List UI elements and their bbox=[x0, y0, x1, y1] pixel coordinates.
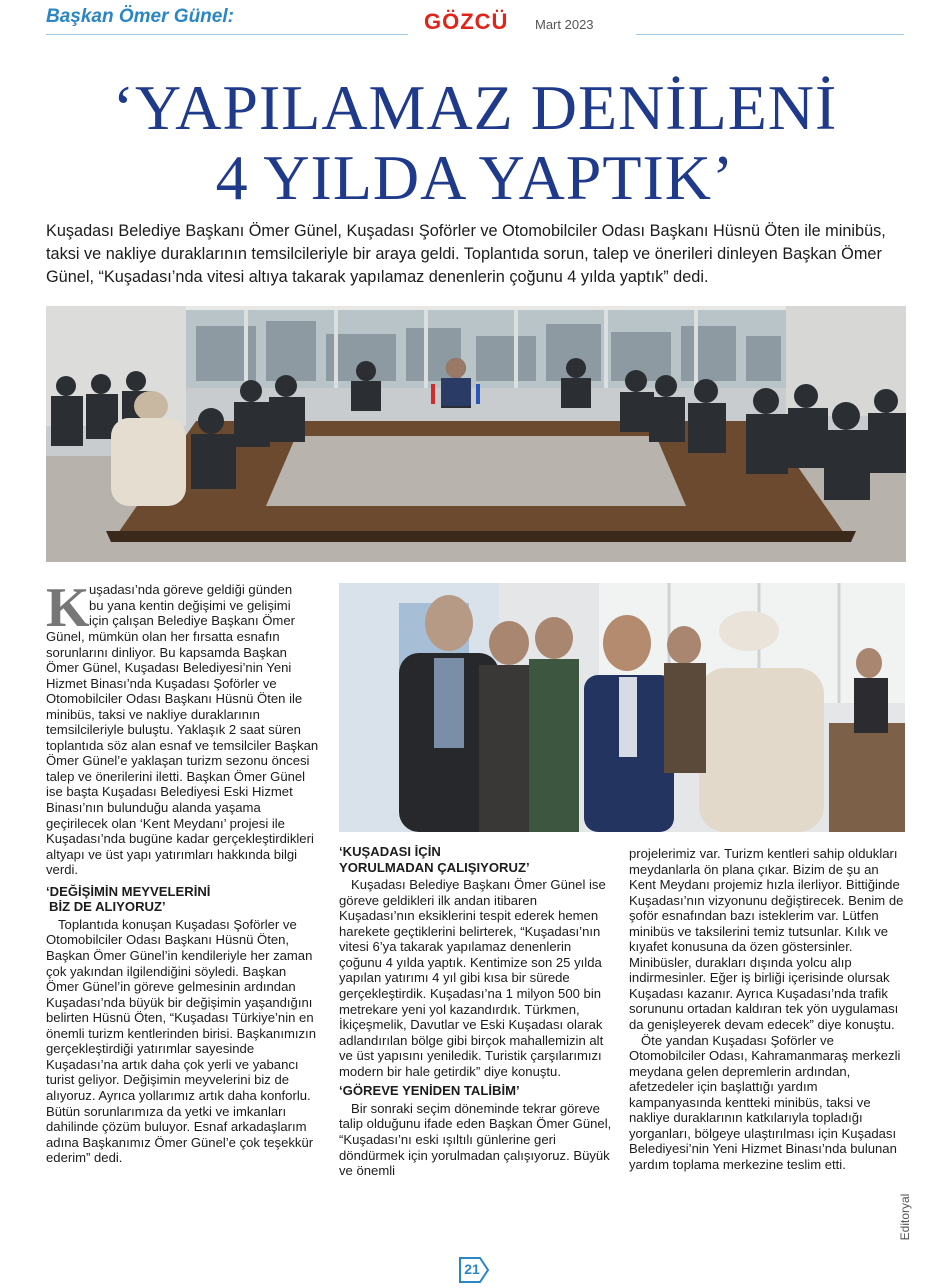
page-number: 21 bbox=[464, 1261, 480, 1277]
header-rule-left bbox=[46, 34, 408, 35]
col1-subhead-line-2: BİZ DE ALIYORUZ’ bbox=[49, 899, 166, 915]
editorial-label-box bbox=[895, 1190, 915, 1250]
handshake-photo-image bbox=[339, 583, 905, 832]
col2-subhead bbox=[339, 844, 615, 875]
handshake-photo bbox=[339, 583, 905, 832]
col3-body bbox=[629, 846, 905, 1172]
col3-paragraph-1: projelerimiz var. Turizm kentleri sahip oldukları meydanlarla ön plana çıkar. Bizim de şu an Kent Meydanı projemiz hızla ilerliyor. Bittiğinde Kuşadası’nın vizyonunu değiştirecek. Benim de şoför esnafından bazı isteklerim var. Lütfen minibüs ve taksilerini temiz tutsunlar. Kılık ve kıyafet konusuna da özen göstersinler. Minibüsler, durakları dışında yolcu alıp indirmesinler. Eğer iş birliği içerisinde olursak Kuşadası kazanır. Ayrıca Kuşadası’nda trafik sorununu ortadan kaldıran tek yön uygulaması da genişleyerek devam edecek” diye konuştu. bbox=[629, 846, 904, 1033]
col3-paragraph-2: Öte yandan Kuşadası Şoförler ve Otomobilciler Odası, Kahramanmaraş merkezli meydana gelen depremlerin ardından, afetzedeler için başlattığı yardım kampanyasında kentteki minibüs, taksi ve nakliye duraklarının katkılarıyla topladığı yorganları, bölgeye ulaştırılması için Kuşadası Belediyesi’nin Yeni Hizmet Binası’nda bulunan yardım toplama merkezine teslim etti. bbox=[629, 1032, 901, 1172]
col2-subhead-line-1: ‘KUŞADASI İÇİN bbox=[339, 844, 441, 859]
col1-intro-line-2: bu yana kentin değişimi ve gelişimi bbox=[89, 597, 291, 613]
col1-intro-paragraph: Günel, mümkün olan her fırsatta esnafın sorunlarını dinliyor. Bu kapsamda Başkan Ömer Günel, Kuşadası Belediyesi’nin Yeni Hizmet Binası’nda Kuşadası Şoförler ve Otomobilciler Odası Başkanı Hüsnü Öten ile minibüs, taksi ve nakliye duraklarının temsilcileriyle buluştu. Yaklaşık 2 saat süren toplantıda söz alan esnaf ve temsilciler Başkan Ömer Günel’e yaklaşan turizm sezonu öncesi talep ve önerilerini iletti. Başkan Ömer Günel ise başta Kuşadası Belediyesi Eski Hizmet Binası’nın bulunduğu alanda yaşama geçirilecek olan ‘Kent Meydanı’ projesi ile Kuşadası’nda bugüne kadar gerçekleştirdikleri altyapı ve üst yapı yatırımları hakkında bilgi verdi. bbox=[46, 629, 319, 878]
col1-intro-line-1: uşadası’nda göreve geldiği günden bbox=[89, 582, 293, 597]
col2-body bbox=[339, 844, 615, 1179]
col1-body bbox=[46, 629, 319, 1166]
header-rule-right bbox=[636, 34, 904, 35]
col2-subhead-2: ‘GÖREVE YENİDEN TALİBİM’ bbox=[339, 1083, 520, 1099]
col1-paragraph-2: Toplantıda konuşan Kuşadası Şoförler ve Otomobilciler Odası Başkanı Hüsnü Öten, Başkan Ömer Günel’in kendileriyle her zaman çok yakından ilgilendiğini söyledi. Başkan Ömer Günel’in göreve gelmesinin ardından Kuşadası’nda büyük bir değişimin yaşandığını belirten Hüsnü Öten, “Kuşadası Türkiye’nin en önemli turizm kentlerinden birisi. Başkanımızın gerçekleştirdiği yatırımlar sayesinde Kuşadası’na artık daha çok yerli ve yabancı turist geliyor. Değişimin meyvelerini biz de alıyoruz. Ayrıca yollarımız artık daha konforlu. Bütün sorunlarımıza da yetki ve imkanları dahilinde çözüm buluyor. Esnaf arkadaşlarım adına Başkanımız Ömer Günel’e çok teşekkür ederim” dedi. bbox=[46, 916, 316, 1166]
editorial-label: Editoryal bbox=[898, 1193, 912, 1241]
col2-subhead-line-2: YORULMADAN ÇALIŞIYORUZ’ bbox=[339, 859, 530, 875]
meeting-photo bbox=[46, 306, 906, 562]
headline-line-1: ‘YAPILAMAZ DENİLENİ bbox=[112, 72, 838, 143]
col1-intro-lines bbox=[89, 582, 319, 629]
lead-paragraph: Kuşadası Belediye Başkanı Ömer Günel, Kuşadası Şoförler ve Otomobilciler Odası Başkanı Hüsnü Öten ile minibüs, taksi ve nakliye duraklarının temsilcileriyle bir araya geldi. Toplantıda sorun, talep ve önerileri dinleyen Başkan Ömer Günel, “Kuşadası’nda vitesi altıya takarak yapılamaz denenlerin çoğunu 4 yılda yaptık” dedi. bbox=[46, 222, 886, 286]
drop-cap: K bbox=[46, 577, 90, 639]
meeting-photo-image bbox=[46, 306, 906, 562]
page-number-badge bbox=[458, 1257, 490, 1283]
col1-intro-line-3: için çalışan Belediye Başkanı Ömer bbox=[89, 613, 295, 629]
col1-subhead bbox=[46, 884, 319, 915]
headline-line-2: 4 YILDA YAPTIK’ bbox=[215, 142, 735, 213]
publication-logo: GÖZCÜ bbox=[424, 9, 509, 34]
issue-date: Mart 2023 bbox=[535, 17, 594, 32]
col2-paragraph-2: Bir sonraki seçim döneminde tekrar göreve talip olduğunu ifade eden Başkan Ömer Günel, “Kuşadası’nı eski ışıltılı günlerine geri döndürmek için yorulmadan çalışıyoruz. Büyük ve önemli bbox=[339, 1100, 612, 1179]
col1-subhead-line-1: ‘DEĞİŞİMİN MEYVELERİNİ bbox=[46, 883, 211, 899]
section-title: Başkan Ömer Günel: bbox=[46, 6, 234, 27]
col2-paragraph-1: Kuşadası Belediye Başkanı Ömer Günel ise göreve geldikleri ilk andan itibaren Kuşadası’nın eksiklerini tespit ederek hemen harekete geçtiklerini belirterek, “Kuşadası’nın vitesi 6’ya takarak yapılamaz denenlerin çoğunu 4 yılda yaptık. Kentimize son 25 yılda yapılan yatırımı 4 yıl gibi kısa bir sürede gerçekleştirdik. Kuşadası’na 1 milyon 500 bin metrekare yeni yol kazandırdık. Türkmen, İkiçeşmelik, Davutlar ve Eski Kuşadası olarak adlandırılan bölge gibi birçok mahallemizin alt ve üst yapısını yeniledik. Turistik çarşılarımızı modern bir hale getirdik” diye konuştu. bbox=[339, 877, 606, 1079]
